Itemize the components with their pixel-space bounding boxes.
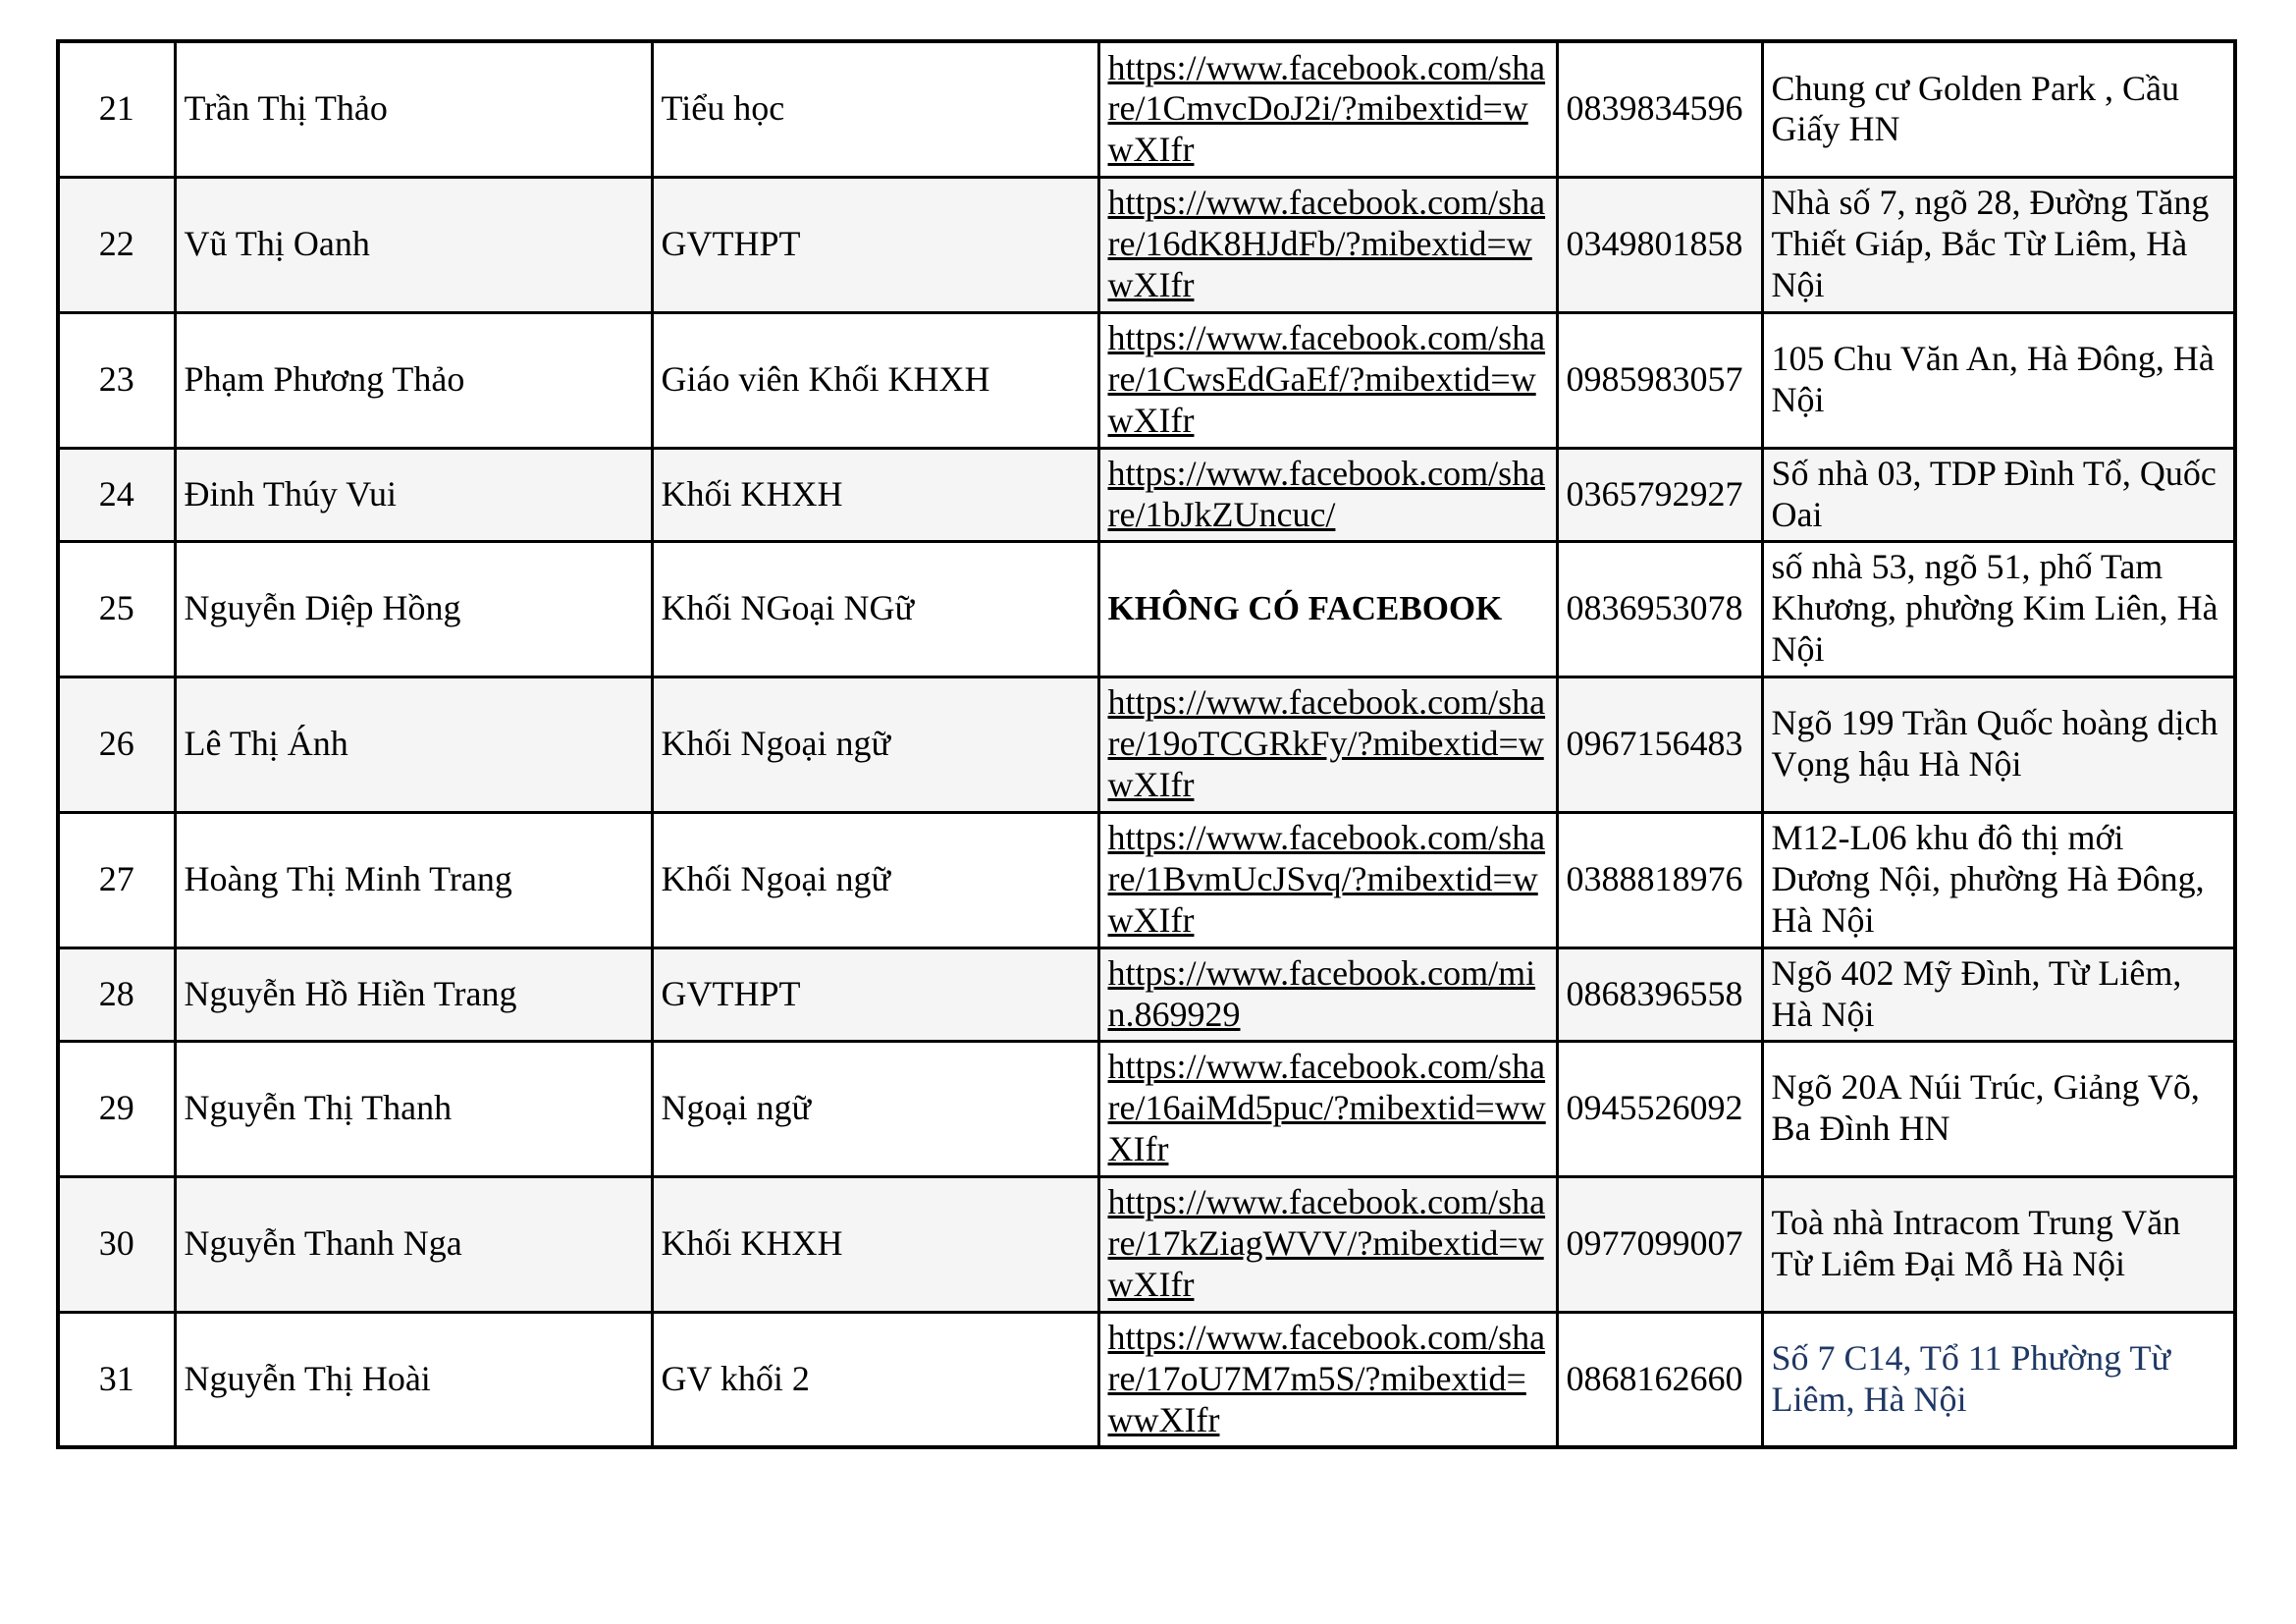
phone-cell: 0977099007 (1557, 1176, 1762, 1312)
row-number-cell: 22 (58, 177, 175, 312)
address-cell: số nhà 53, ngõ 51, phố Tam Khương, phường Kim Liên, Hà Nội (1762, 541, 2235, 677)
phone-cell: 0967156483 (1557, 677, 1762, 812)
table-row (58, 812, 2235, 947)
table-row (58, 1312, 2235, 1447)
phone-cell: 0365792927 (1557, 448, 1762, 541)
row-number-cell: 26 (58, 677, 175, 812)
facebook-cell (1098, 448, 1557, 541)
phone-cell: 0839834596 (1557, 41, 1762, 177)
row-number-cell: 30 (58, 1176, 175, 1312)
group-cell: Khối Ngoại ngữ (652, 812, 1098, 947)
address-cell: Nhà số 7, ngõ 28, Đường Tăng Thiết Giáp, Bắc Từ Liêm, Hà Nội (1762, 177, 2235, 312)
facebook-cell (1098, 812, 1557, 947)
facebook-link[interactable]: https://www.facebook.com/share/1bJkZUncuc/ (1107, 453, 1546, 534)
facebook-link[interactable]: https://www.facebook.com/share/16aiMd5puc/?mibextid=wwXIfr (1107, 1047, 1546, 1168)
table-row (58, 448, 2235, 541)
group-cell: Ngoại ngữ (652, 1041, 1098, 1176)
phone-cell: 0349801858 (1557, 177, 1762, 312)
facebook-link[interactable]: https://www.facebook.com/share/16dK8HJdFb/?mibextid=wwXIfr (1107, 183, 1546, 304)
row-number-cell: 29 (58, 1041, 175, 1176)
table-body (58, 41, 2235, 1447)
phone-cell: 0836953078 (1557, 541, 1762, 677)
address-cell: Số 7 C14, Tổ 11 Phường Từ Liêm, Hà Nội (1762, 1312, 2235, 1447)
phone-cell: 0868396558 (1557, 947, 1762, 1041)
address-cell: Ngõ 199 Trần Quốc hoàng dịch Vọng hậu Hà Nội (1762, 677, 2235, 812)
no-facebook-label: KHÔNG CÓ FACEBOOK (1107, 589, 1503, 628)
address-cell: Chung cư Golden Park , Cầu Giấy HN (1762, 41, 2235, 177)
facebook-link[interactable]: https://www.facebook.com/share/17kZiagWVV/?mibextid=wwXIfr (1107, 1182, 1546, 1304)
facebook-link[interactable]: https://www.facebook.com/share/19oTCGRkFy/?mibextid=wwXIfr (1107, 682, 1546, 804)
facebook-link[interactable]: https://www.facebook.com/share/17oU7M7m5S/?mibextid=wwXIfr (1107, 1318, 1546, 1439)
facebook-cell (1098, 677, 1557, 812)
table-row (58, 41, 2235, 177)
name-cell: Phạm Phương Thảo (175, 312, 652, 448)
group-cell: GV khối 2 (652, 1312, 1098, 1447)
facebook-link[interactable]: https://www.facebook.com/min.869929 (1107, 952, 1536, 1034)
facebook-link[interactable]: https://www.facebook.com/share/1BvmUcJSvq/?mibextid=wwXIfr (1107, 818, 1546, 940)
group-cell: GVTHPT (652, 177, 1098, 312)
table-row (58, 541, 2235, 677)
table-row (58, 1176, 2235, 1312)
facebook-link[interactable]: https://www.facebook.com/share/1CwsEdGaEf/?mibextid=wwXIfr (1107, 318, 1546, 440)
facebook-cell (1098, 312, 1557, 448)
table-row (58, 312, 2235, 448)
row-number-cell: 23 (58, 312, 175, 448)
row-number-cell: 24 (58, 448, 175, 541)
name-cell: Nguyễn Hồ Hiền Trang (175, 947, 652, 1041)
facebook-cell (1098, 541, 1557, 677)
row-number-cell: 25 (58, 541, 175, 677)
facebook-cell (1098, 1041, 1557, 1176)
facebook-cell (1098, 41, 1557, 177)
phone-cell: 0985983057 (1557, 312, 1762, 448)
group-cell: Khối NGoại NGữ (652, 541, 1098, 677)
address-cell: M12-L06 khu đô thị mới Dương Nội, phường Hà Đông, Hà Nội (1762, 812, 2235, 947)
facebook-cell (1098, 1312, 1557, 1447)
address-cell: Toà nhà Intracom Trung Văn Từ Liêm Đại Mỗ Hà Nội (1762, 1176, 2235, 1312)
name-cell: Trần Thị Thảo (175, 41, 652, 177)
group-cell: Khối Ngoại ngữ (652, 677, 1098, 812)
row-number-cell: 31 (58, 1312, 175, 1447)
name-cell: Nguyễn Diệp Hồng (175, 541, 652, 677)
group-cell: Khối KHXH (652, 448, 1098, 541)
name-cell: Lê Thị Ánh (175, 677, 652, 812)
name-cell: Nguyễn Thị Thanh (175, 1041, 652, 1176)
address-cell: Ngõ 20A Núi Trúc, Giảng Võ, Ba Đình HN (1762, 1041, 2235, 1176)
address-cell: 105 Chu Văn An, Hà Đông, Hà Nội (1762, 312, 2235, 448)
name-cell: Vũ Thị Oanh (175, 177, 652, 312)
row-number-cell: 28 (58, 947, 175, 1041)
phone-cell: 0868162660 (1557, 1312, 1762, 1447)
address-cell: Số nhà 03, TDP Đình Tổ, Quốc Oai (1762, 448, 2235, 541)
table-row (58, 947, 2235, 1041)
table-row (58, 1041, 2235, 1176)
row-number-cell: 21 (58, 41, 175, 177)
group-cell: Tiểu học (652, 41, 1098, 177)
table-row (58, 677, 2235, 812)
name-cell: Đinh Thúy Vui (175, 448, 652, 541)
phone-cell: 0945526092 (1557, 1041, 1762, 1176)
group-cell: GVTHPT (652, 947, 1098, 1041)
facebook-link[interactable]: https://www.facebook.com/share/1CmvcDoJ2i/?mibextid=wwXIfr (1107, 47, 1546, 170)
contact-table (56, 39, 2237, 1449)
facebook-cell (1098, 177, 1557, 312)
phone-cell: 0388818976 (1557, 812, 1762, 947)
address-cell: Ngõ 402 Mỹ Đình, Từ Liêm, Hà Nội (1762, 947, 2235, 1041)
facebook-cell (1098, 947, 1557, 1041)
group-cell: Khối KHXH (652, 1176, 1098, 1312)
group-cell: Giáo viên Khối KHXH (652, 312, 1098, 448)
table-row (58, 177, 2235, 312)
name-cell: Hoàng Thị Minh Trang (175, 812, 652, 947)
name-cell: Nguyễn Thanh Nga (175, 1176, 652, 1312)
name-cell: Nguyễn Thị Hoài (175, 1312, 652, 1447)
facebook-cell (1098, 1176, 1557, 1312)
row-number-cell: 27 (58, 812, 175, 947)
